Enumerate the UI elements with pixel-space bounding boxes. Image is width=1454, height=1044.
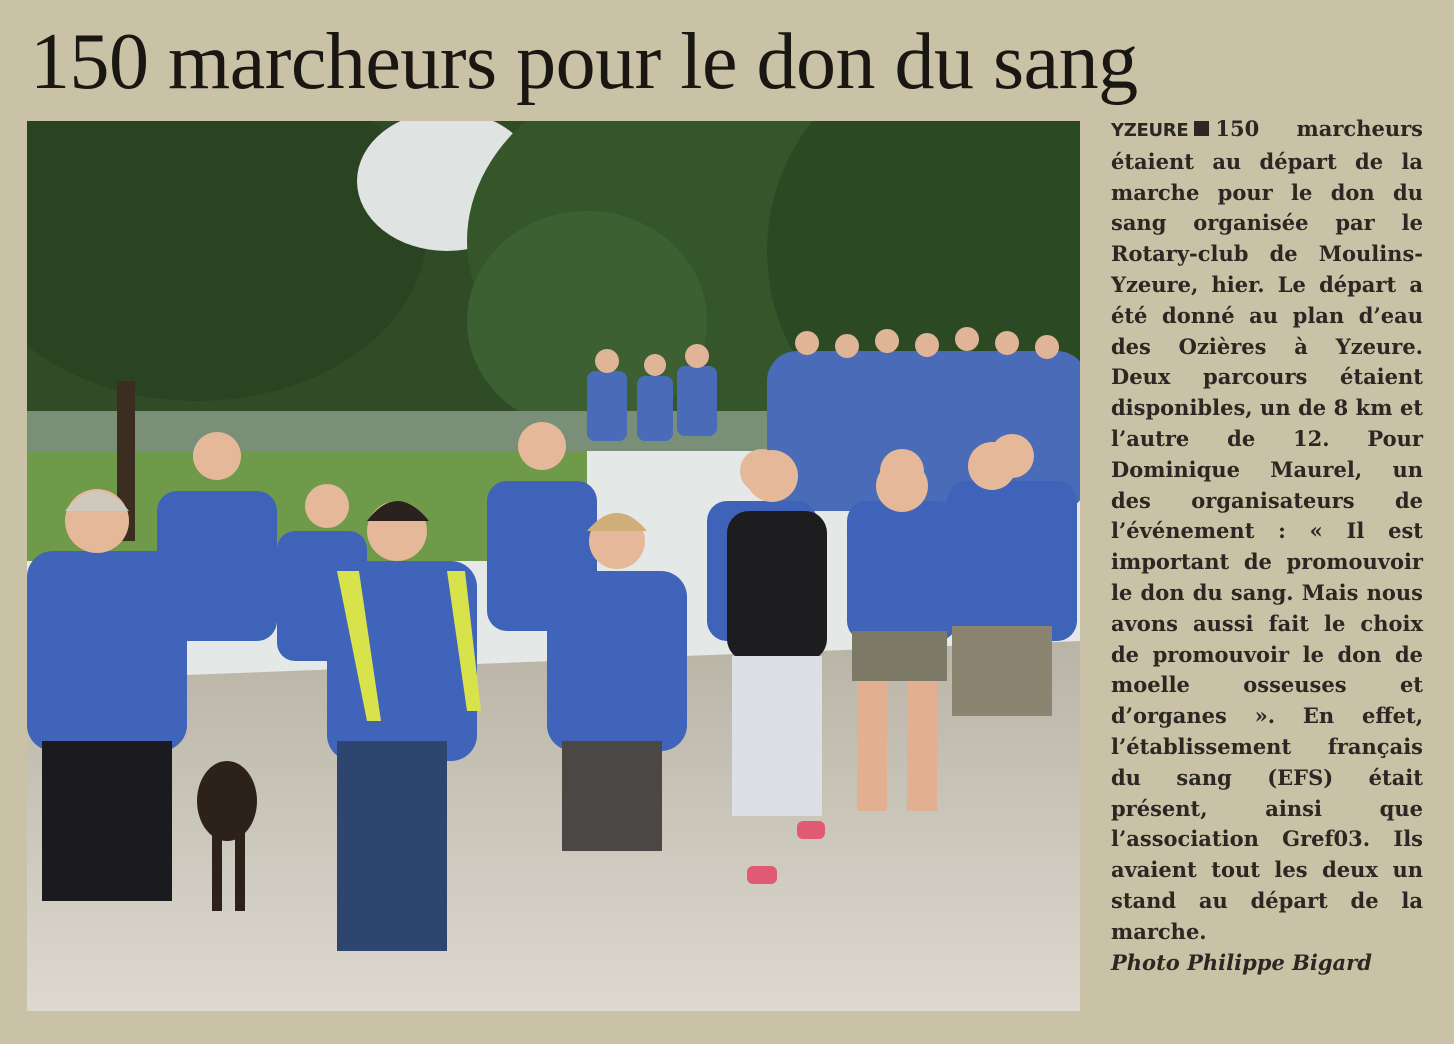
article-body: 150 marcheurs étaient au départ de la marche pour le don du sang organisée par le Rotary-club de Moulins-Yzeure, hier. Le départ a été donné au plan d’eau des Ozières à Yzeure. Deux parcours étaient disponibles, un de 8 km et l’autre de 12. Pour Dominique Maurel, un des organisateurs de l’événement : « Il est important de promouvoir le don du sang. Mais nous avons aussi fait le choix de promouvoir le don de moelle osseuses et d’organes ». En effet, l’établissement français du sang (EFS) était présent, ainsi que l’association Gref03. Ils avaient tout les deux un stand au départ de la marche. <box>1111 116 1423 944</box>
photo-credit: Photo Philippe Bigard <box>1111 949 1372 975</box>
square-bullet-icon <box>1194 121 1209 136</box>
article-photo <box>27 121 1080 1011</box>
headline: 150 marcheurs pour le don du sang <box>30 18 1138 106</box>
article-kicker: YZEURE <box>1111 120 1189 141</box>
article-text <box>1111 114 1423 1014</box>
group-walk-photo-icon <box>27 121 1080 1011</box>
